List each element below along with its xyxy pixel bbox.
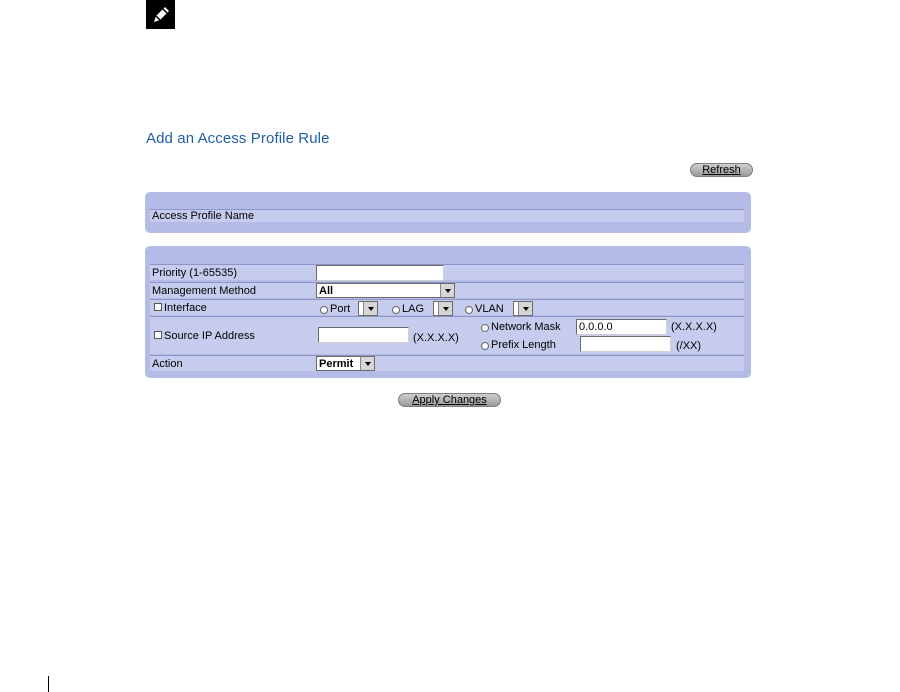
source-ip-label: Source IP Address [164,329,255,342]
action-label: Action [152,357,183,370]
management-method-select[interactable] [316,283,455,298]
vlan-label: VLAN [475,303,504,315]
source-ip-hint: (X.X.X.X) [413,332,459,344]
profile-name-row [150,209,744,222]
port-label: Port [330,303,351,315]
chevron-down-icon [440,284,454,297]
action-select[interactable] [316,356,375,371]
priority-input[interactable] [316,265,444,281]
source-ip-checkbox[interactable] [154,331,162,339]
management-method-label: Management Method [152,284,256,297]
page-margin-divider [48,676,49,692]
prefix-length-hint: (/XX) [676,340,702,352]
network-mask-hint: (X.X.X.X) [671,321,717,333]
port-select[interactable] [358,301,378,316]
chevron-down-icon [438,302,452,315]
prefix-length-input[interactable] [580,336,671,352]
profile-name-label: Access Profile Name [152,210,255,222]
rule-panel [145,246,751,378]
vlan-select[interactable] [513,301,533,316]
chevron-down-icon [518,302,532,315]
priority-row [150,264,744,280]
profile-panel [145,192,751,233]
lag-radio[interactable] [392,306,400,314]
network-mask-input[interactable] [576,319,667,335]
action-value: Permit [319,357,354,370]
priority-label: Priority (1-65535) [152,266,237,279]
apply-changes-button[interactable]: Apply Changes [398,393,501,407]
source-ip-input[interactable] [318,327,409,343]
chevron-down-icon [363,302,377,315]
management-method-value: All [319,284,334,297]
prefix-length-radio[interactable] [481,342,489,350]
note-pencil-icon [146,0,175,29]
vlan-radio[interactable] [465,306,473,314]
lag-select[interactable] [433,301,453,316]
prefix-length-label: Prefix Length [491,339,556,351]
action-row [150,355,744,371]
network-mask-radio[interactable] [481,324,489,332]
interface-checkbox[interactable] [154,303,162,311]
lag-label: LAG [402,303,425,315]
port-radio[interactable] [320,306,328,314]
refresh-button[interactable]: Refresh [690,163,753,177]
network-mask-label: Network Mask [491,321,561,333]
chevron-down-icon [360,357,374,370]
interface-label: Interface [164,301,207,314]
page-title: Add an Access Profile Rule [146,130,330,147]
